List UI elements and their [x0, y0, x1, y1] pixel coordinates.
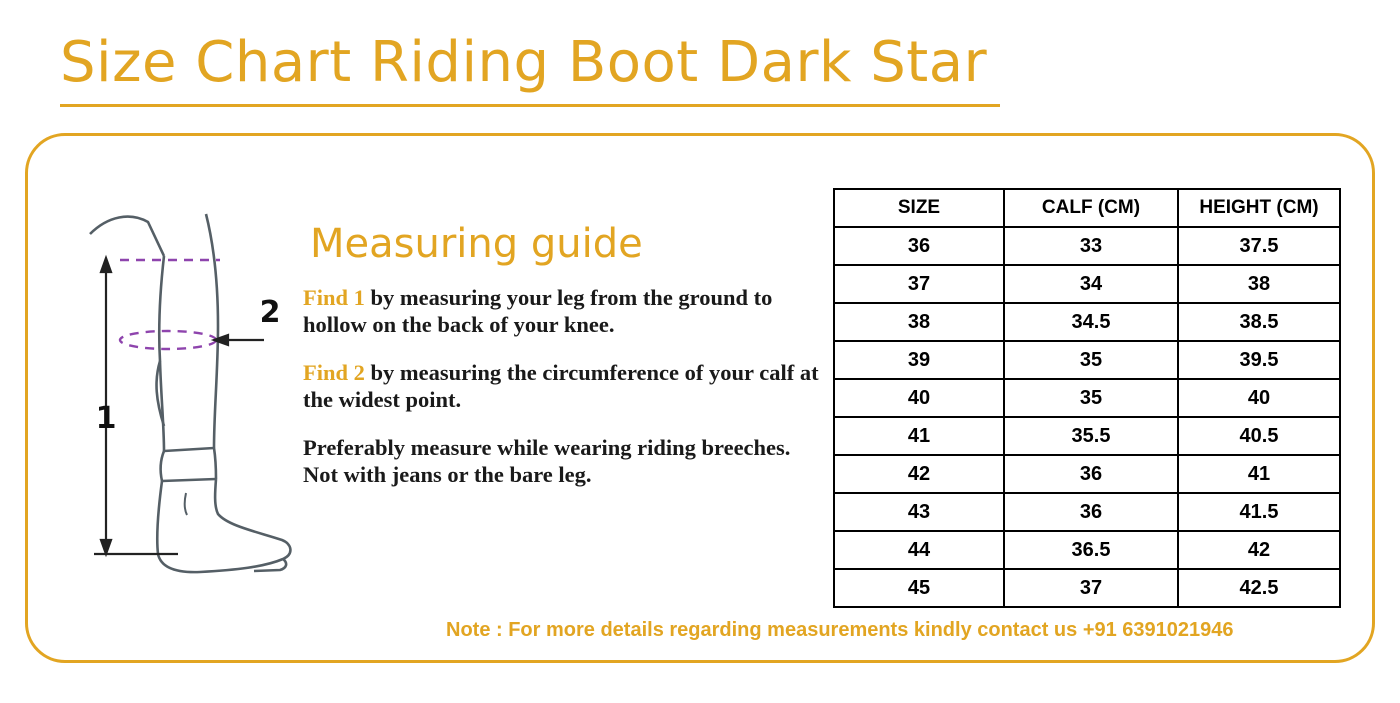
cell-height: 41 — [1178, 455, 1340, 493]
table-row — [834, 227, 1340, 265]
cell-size: 43 — [834, 493, 1004, 531]
table-header-height: HEIGHT (CM) — [1178, 189, 1340, 227]
cell-height: 39.5 — [1178, 341, 1340, 379]
size-chart-card — [25, 133, 1375, 663]
table-header-size: SIZE — [834, 189, 1004, 227]
cell-size: 36 — [834, 227, 1004, 265]
title-underline — [60, 104, 1000, 107]
guide-item-1-lead: Find 1 — [303, 285, 365, 310]
guide-item-2-lead: Find 2 — [303, 360, 365, 386]
measuring-guide-heading: Measuring guide — [310, 221, 643, 267]
measuring-guide — [283, 221, 823, 510]
contact-note: Note : For more details regarding measurements kindly contact us +91 6391021946 — [446, 619, 1234, 641]
guide-item-3 — [303, 435, 823, 488]
guide-item-1-text: by measuring your leg from the ground to hollow on the back of your knee. — [303, 285, 773, 337]
guide-item-3-text: Preferably measure while wearing riding breeches. Not with jeans or the bare leg. — [303, 435, 791, 487]
cell-size: 44 — [834, 531, 1004, 569]
table-row — [834, 493, 1340, 531]
cell-height: 40 — [1178, 379, 1340, 417]
cell-size: 45 — [834, 569, 1004, 607]
guide-item-1 — [303, 285, 823, 338]
page-title: Size Chart Riding Boot Dark Star — [60, 30, 988, 95]
cell-size: 42 — [834, 455, 1004, 493]
cell-height: 42 — [1178, 531, 1340, 569]
table-row — [834, 569, 1340, 607]
guide-item-2 — [303, 360, 823, 413]
cell-height: 38.5 — [1178, 303, 1340, 341]
cell-height: 41.5 — [1178, 493, 1340, 531]
table-row — [834, 341, 1340, 379]
cell-calf: 36 — [1004, 455, 1178, 493]
table-header-calf: CALF (CM) — [1004, 189, 1178, 227]
illustration-label-2: 2 — [259, 295, 281, 330]
cell-calf: 34 — [1004, 265, 1178, 303]
table-row — [834, 455, 1340, 493]
table-row — [834, 303, 1340, 341]
size-table — [833, 188, 1341, 608]
cell-height: 40.5 — [1178, 417, 1340, 455]
size-table-body — [834, 227, 1340, 607]
cell-height: 42.5 — [1178, 569, 1340, 607]
table-row — [834, 265, 1340, 303]
illustration-label-1: 1 — [95, 401, 117, 436]
guide-item-2-text: by measuring the circumference of your calf at the widest point. — [303, 360, 819, 412]
cell-calf: 33 — [1004, 227, 1178, 265]
cell-height: 38 — [1178, 265, 1340, 303]
table-header-row — [834, 189, 1340, 227]
cell-size: 40 — [834, 379, 1004, 417]
cell-size: 39 — [834, 341, 1004, 379]
cell-size: 38 — [834, 303, 1004, 341]
cell-calf: 37 — [1004, 569, 1178, 607]
table-row — [834, 379, 1340, 417]
cell-size: 37 — [834, 265, 1004, 303]
cell-calf: 35 — [1004, 379, 1178, 417]
cell-calf: 35.5 — [1004, 417, 1178, 455]
cell-calf: 35 — [1004, 341, 1178, 379]
cell-calf: 36.5 — [1004, 531, 1178, 569]
table-row — [834, 531, 1340, 569]
cell-size: 41 — [834, 417, 1004, 455]
cell-calf: 36 — [1004, 493, 1178, 531]
cell-height: 37.5 — [1178, 227, 1340, 265]
size-table-container — [833, 188, 1341, 608]
cell-calf: 34.5 — [1004, 303, 1178, 341]
table-row — [834, 417, 1340, 455]
